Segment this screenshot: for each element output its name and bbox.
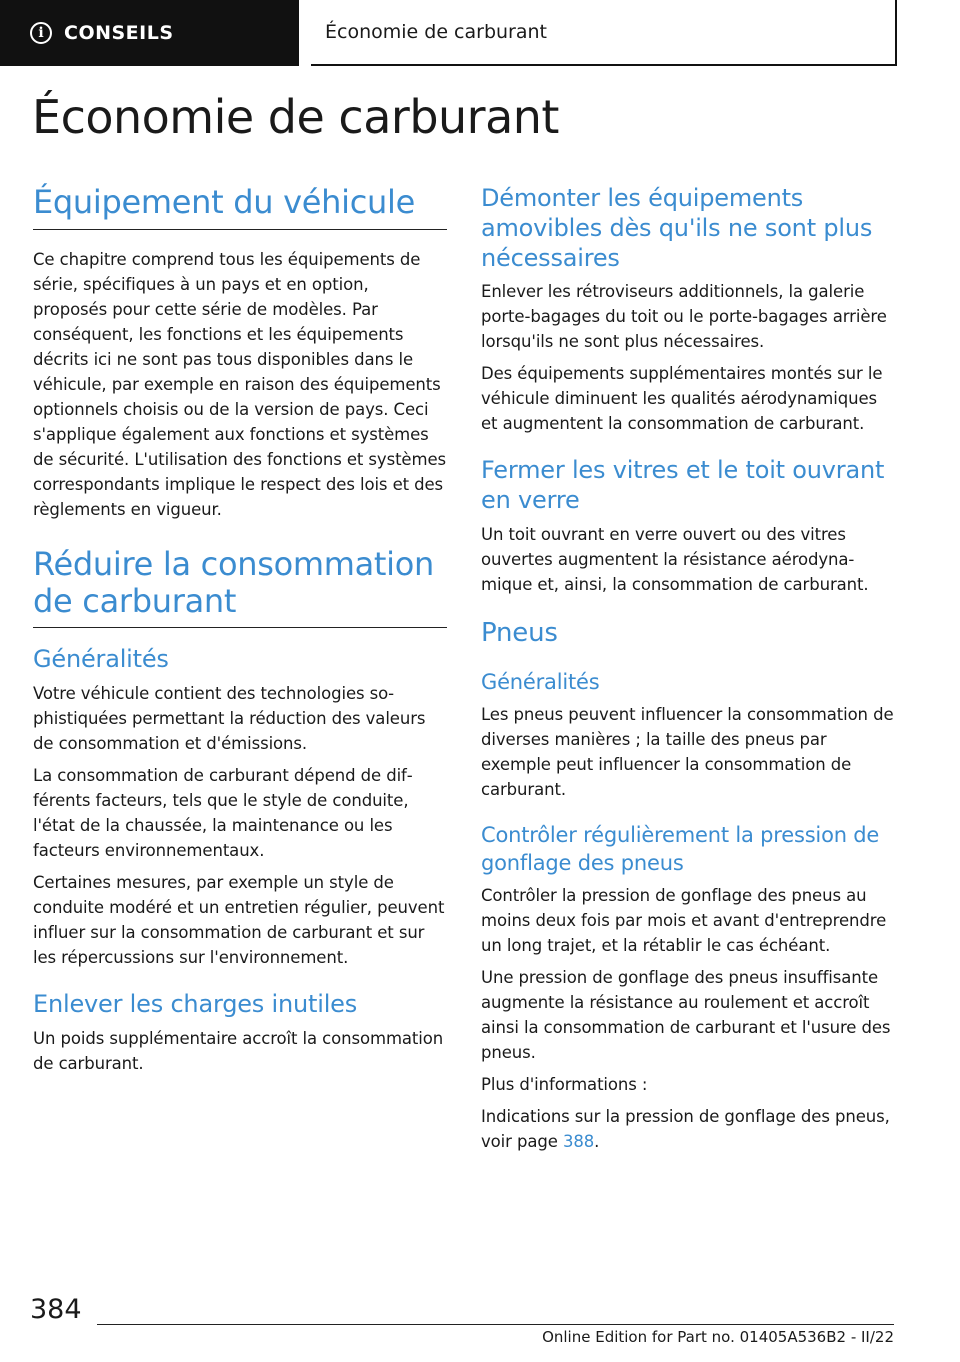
left-column bbox=[33, 184, 447, 1083]
paragraph-generalites-1: Votre véhicule contient des technologies sophistiquées permettant la réduction des valeurs de consommation et d'émissions. bbox=[33, 684, 426, 754]
info-icon: i bbox=[30, 22, 52, 44]
page-link-388[interactable]: 388 bbox=[562, 1131, 595, 1151]
chapter-title: Économie de carburant bbox=[325, 21, 547, 43]
heading-pneus: Pneus bbox=[481, 617, 558, 648]
paragraph-controler-2: Une pression de gonflage des pneus insuffisante augmente la résistance au roulement et accroît ainsi la consommation de carburant et l'usure des pneus. bbox=[481, 967, 891, 1062]
page-number: 384 bbox=[30, 1294, 82, 1325]
paragraph-generalites-2: La consommation de carburant dépend de différents facteurs, tels que le style de conduite, l'état de la chaussée, la maintenance ou les facteurs environnementaux. bbox=[33, 766, 413, 861]
indications-text: Indications sur la pression de gonflage des pneus, voir page bbox=[481, 1106, 890, 1151]
paragraph-pneus-generalites: Les pneus peuvent influencer la consommation de diverses manières ; la taille des pneus par exemple peut influencer la consommation de carburant. bbox=[481, 705, 894, 800]
paragraph-charges: Un poids supplémentaire accroît la consommation de carburant. bbox=[33, 1028, 444, 1073]
heading-demonter: Démonter les équipements amovibles dès qu'ils ne sont plus nécessaires bbox=[481, 184, 873, 272]
footer-edition: Online Edition for Part no. 01405A536B2 - II/22 bbox=[542, 1328, 894, 1346]
footer-divider bbox=[97, 1324, 894, 1325]
heading-equipement: Équipement du véhicule bbox=[33, 184, 447, 230]
heading-generalites: Généralités bbox=[33, 645, 169, 674]
paragraph-plus-info: Plus d'informations : bbox=[481, 1074, 648, 1094]
heading-pneus-generalites: Généralités bbox=[481, 669, 600, 694]
heading-reduire: Réduire la consommation de carburant bbox=[33, 546, 447, 629]
paragraph-demonter-2: Des équipements supplémentaires montés sur le véhicule diminuent les qualités aérodynamiques et augmentent la consommation de carburant. bbox=[481, 364, 883, 434]
paragraph-equipement: Ce chapitre comprend tous les équipements de série, spécifiques à un pays et en option, proposés pour cette série de modèles. Par conséquent, les fonctions et les équipements décrits ici ne sont pas tous disponibles dans le véhicule, par exemple en raison des équipements optionnels choisis ou de la version de pays. Ceci s'applique également aux fonctions et systèmes de sécurité. L'utilisation des fonctions et systèmes correspondants implique le respect des lois et des règlements en vigueur. bbox=[33, 249, 447, 519]
right-column bbox=[481, 184, 895, 1161]
section-tab bbox=[0, 0, 299, 66]
page-header bbox=[0, 0, 960, 66]
paragraph-controler-1: Contrôler la pression de gonflage des pneus au moins deux fois par mois et avant d'entreprendre un long trajet, et la rétablir le cas échéant. bbox=[481, 885, 887, 955]
paragraph-indications bbox=[481, 1104, 895, 1154]
chapter-header bbox=[311, 0, 897, 66]
heading-charges: Enlever les charges inutiles bbox=[33, 990, 358, 1019]
paragraph-demonter-1: Enlever les rétroviseurs additionnels, la galerie porte-bagages du toit ou le porte-bagages arrière lorsqu'ils ne sont plus nécessaires. bbox=[481, 282, 887, 352]
heading-controler: Contrôler régulièrement la pression de gonflage des pneus bbox=[481, 823, 880, 875]
paragraph-fermer: Un toit ouvrant en verre ouvert ou des vitres ouvertes augmentent la résistance aérodynamique et, ainsi, la consommation de carburant. bbox=[481, 524, 869, 594]
indications-end: . bbox=[594, 1131, 600, 1151]
heading-fermer: Fermer les vitres et le toit ouvrant en verre bbox=[481, 456, 885, 514]
paragraph-generalites-3: Certaines mesures, par exemple un style de conduite modéré et un entretien régulier, peuvent influer sur la consommation de carburant et sur les répercussions sur l'environnement. bbox=[33, 873, 445, 968]
section-label: CONSEILS bbox=[64, 22, 174, 44]
page-title: Économie de carburant bbox=[32, 90, 559, 144]
